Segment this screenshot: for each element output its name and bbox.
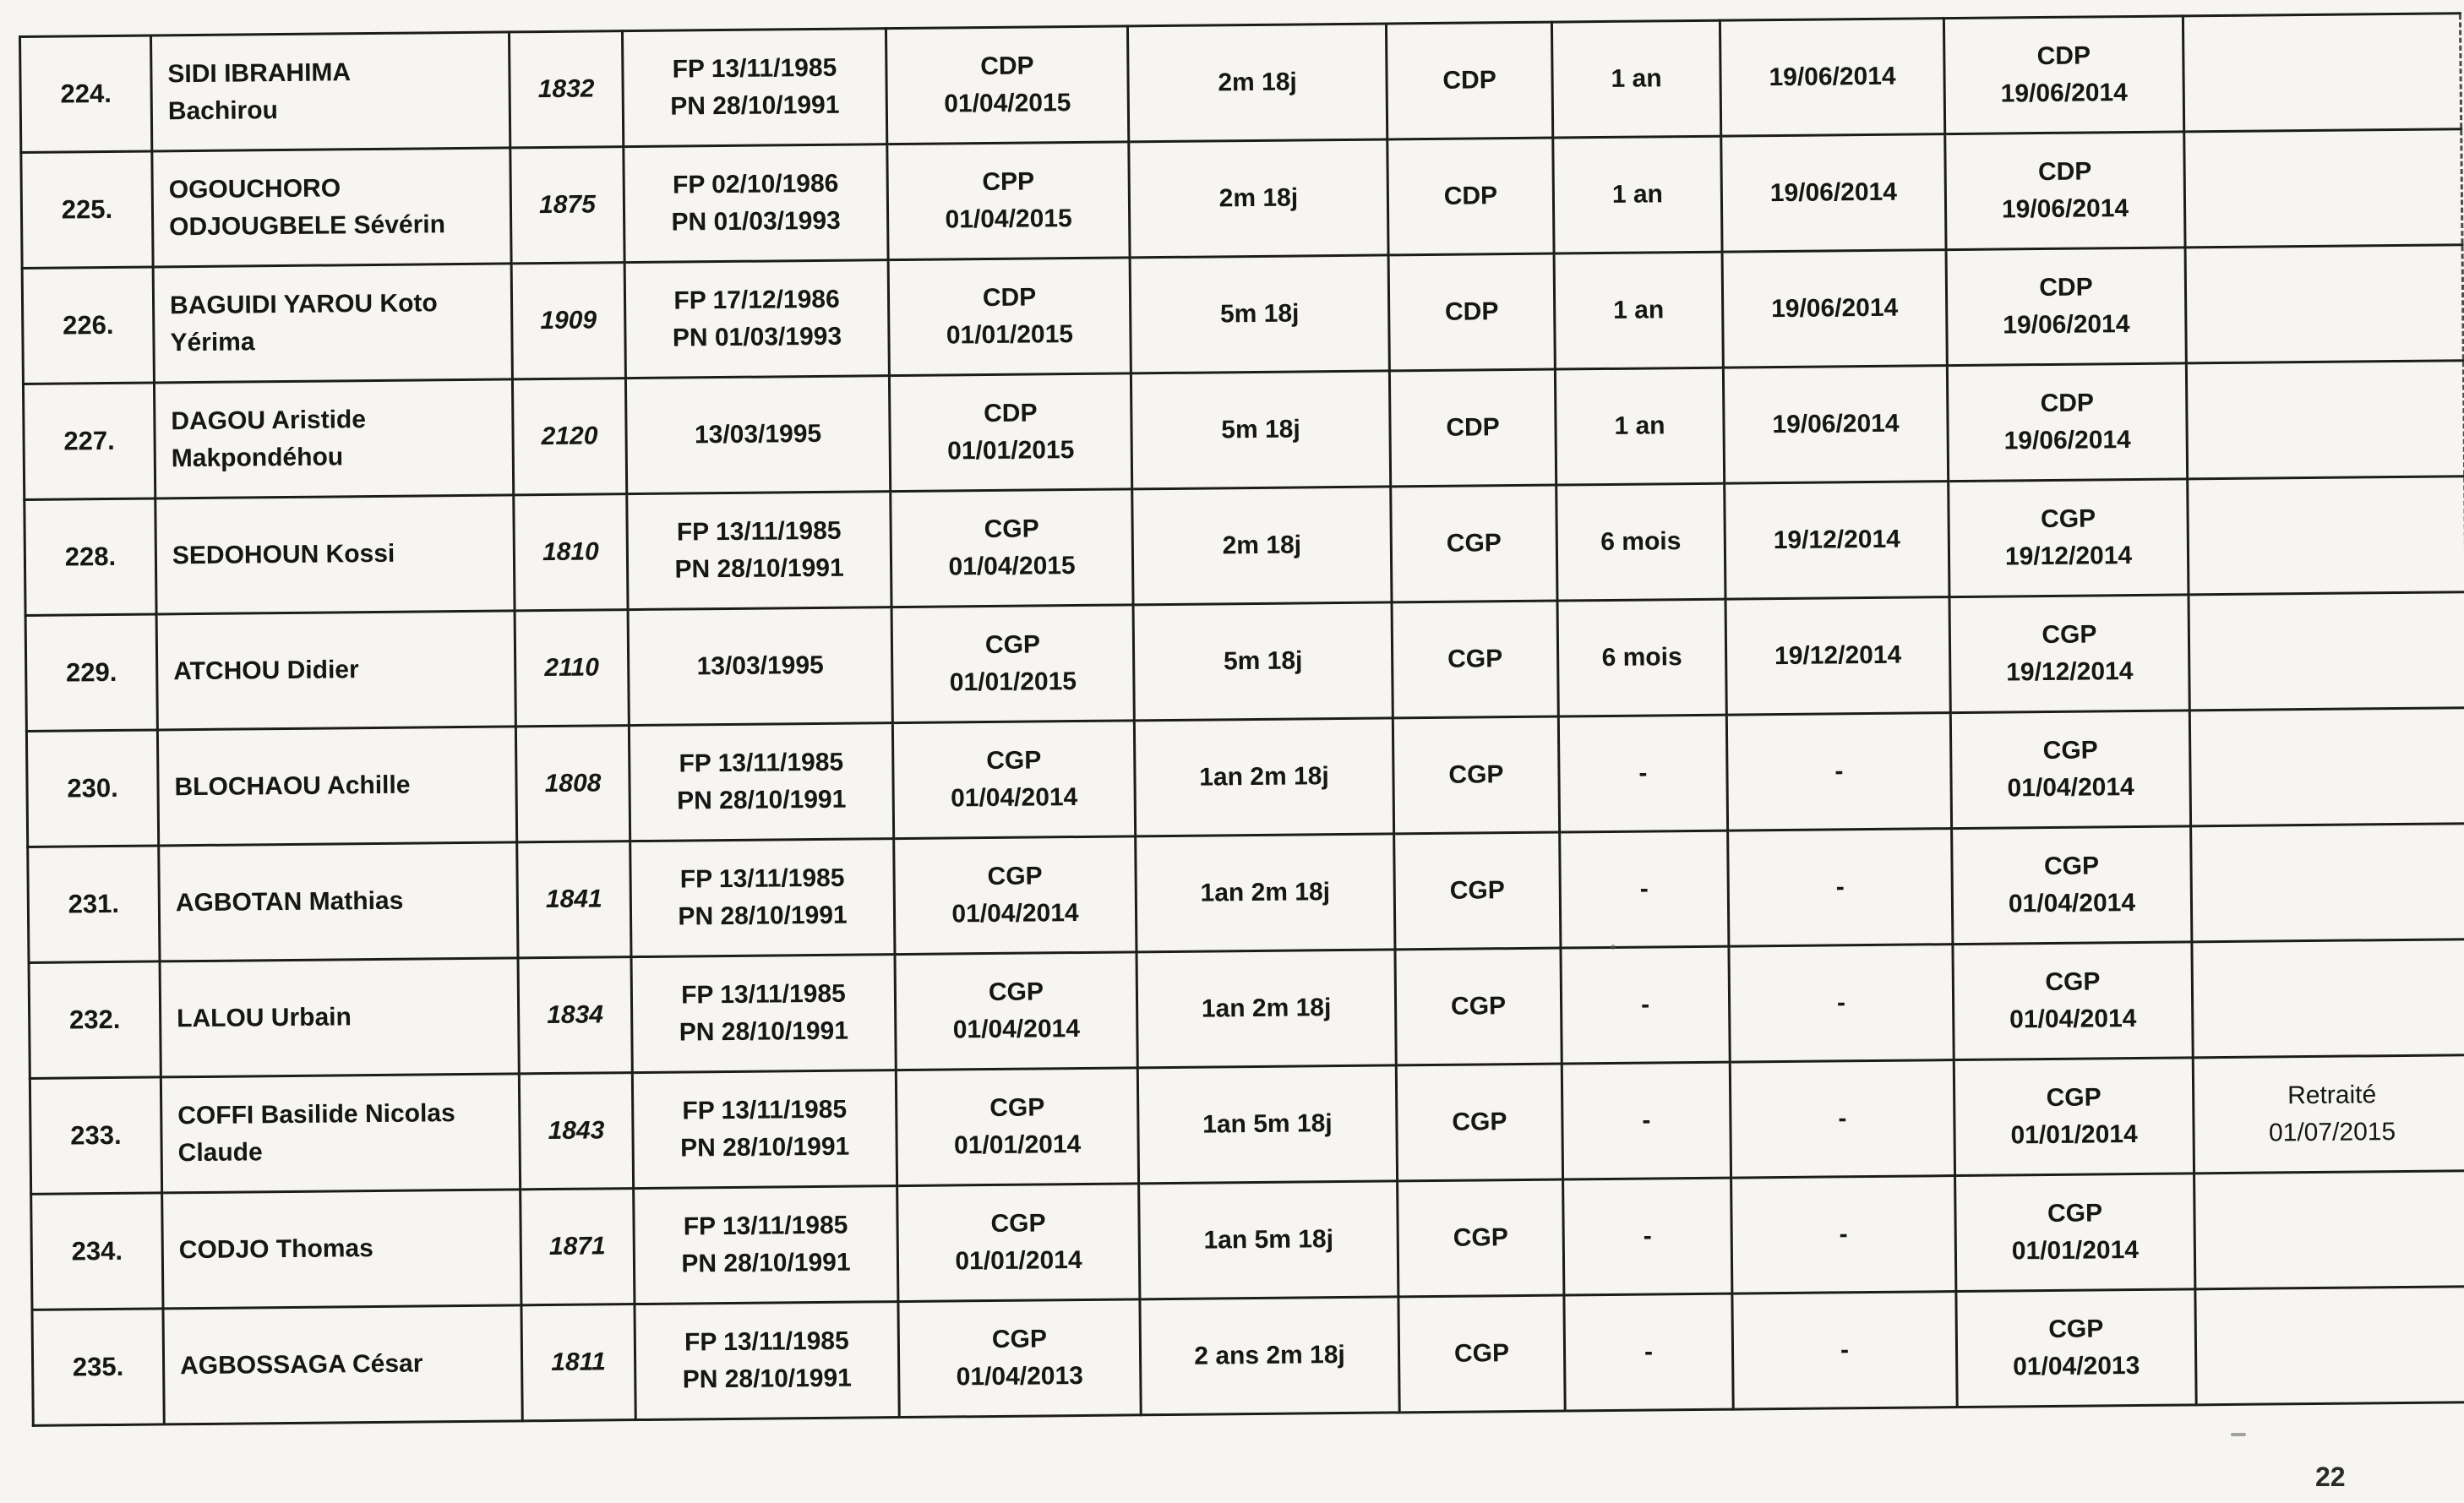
cell-seniority: - bbox=[1563, 1178, 1732, 1295]
cell-observations-line: Retraité bbox=[2287, 1081, 2377, 1110]
cell-name bbox=[160, 958, 519, 1077]
cell-number: 230. bbox=[26, 730, 158, 847]
cell-proposed-grade-line: 19/06/2014 bbox=[2003, 426, 2131, 455]
cell-seniority: 1 an bbox=[1554, 252, 1723, 369]
cell-observations bbox=[2192, 939, 2464, 1058]
cell-observations bbox=[2193, 1055, 2464, 1174]
cell-target-grade: CGP bbox=[1394, 832, 1561, 950]
cell-name-line: Bachirou bbox=[167, 96, 279, 126]
cell-observations bbox=[2195, 1287, 2464, 1405]
cell-current-grade-line: 01/04/2013 bbox=[956, 1361, 1084, 1391]
cell-current-grade-line: CDP bbox=[982, 283, 1037, 313]
cell-duration: 1an 5m 18j bbox=[1139, 1181, 1398, 1299]
cell-target-grade: CDP bbox=[1386, 22, 1552, 139]
cell-number: 235. bbox=[32, 1309, 164, 1425]
cell-proposed-grade bbox=[1952, 826, 2192, 945]
cell-name-line: BAGUIDI YAROU Koto bbox=[169, 289, 438, 320]
cell-name bbox=[154, 379, 513, 498]
cell-name bbox=[163, 1305, 522, 1424]
cell-name-line: AGBOTAN Mathias bbox=[175, 886, 404, 918]
scan-speck bbox=[2231, 1433, 2246, 1436]
cell-proposed-grade-line: CDP bbox=[2037, 157, 2092, 187]
cell-number: 228. bbox=[25, 498, 156, 615]
cell-name-line: BLOCHAOU Achille bbox=[174, 771, 411, 802]
cell-observations bbox=[2189, 592, 2464, 711]
cell-current-grade-line: 01/04/2015 bbox=[944, 89, 1071, 118]
cell-name-line: SIDI IBRAHIMA bbox=[167, 58, 352, 89]
cell-name bbox=[161, 1074, 520, 1193]
table-row bbox=[32, 1287, 2464, 1426]
cell-number: 227. bbox=[23, 383, 155, 499]
cell-seniority: 1 an bbox=[1551, 20, 1720, 138]
cell-name-line: SEDOHOUN Kossi bbox=[172, 539, 395, 570]
cell-proposed-grade bbox=[1949, 595, 2189, 713]
cell-matricule: 1843 bbox=[519, 1073, 633, 1190]
cell-name-line: ATCHOU Didier bbox=[173, 656, 359, 686]
cell-effective-date: 19/06/2014 bbox=[1720, 19, 1944, 137]
cell-number: 225. bbox=[21, 151, 153, 268]
cell-observations-line: 01/07/2015 bbox=[2268, 1118, 2396, 1147]
table-row bbox=[20, 14, 2461, 153]
cell-current-grade-line: 01/04/2015 bbox=[945, 204, 1072, 234]
cell-entry-dates-line: FP 13/11/1985 bbox=[680, 979, 846, 1010]
cell-proposed-grade-line: 01/01/2014 bbox=[2010, 1119, 2138, 1150]
cell-name-line: AGBOSSAGA César bbox=[179, 1349, 423, 1380]
cell-entry-dates bbox=[628, 607, 892, 726]
cell-entry-dates-line: FP 13/11/1985 bbox=[676, 516, 842, 547]
cell-effective-date: 19/12/2014 bbox=[1725, 482, 1949, 600]
cell-proposed-grade bbox=[1954, 1058, 2194, 1176]
cell-entry-dates-line: FP 13/11/1985 bbox=[684, 1326, 849, 1357]
cell-observations bbox=[2184, 129, 2462, 248]
cell-name-line: Yérima bbox=[170, 328, 255, 357]
cell-name-line: Claude bbox=[177, 1138, 263, 1168]
cell-current-grade-line: CPP bbox=[982, 167, 1035, 197]
cell-entry-dates bbox=[630, 839, 895, 957]
cell-effective-date: 19/06/2014 bbox=[1721, 134, 1946, 253]
cell-current-grade-line: CGP bbox=[986, 746, 1042, 776]
cell-proposed-grade-line: CDP bbox=[2039, 273, 2093, 302]
cell-matricule: 1808 bbox=[515, 726, 630, 842]
cell-current-grade-line: 01/01/2015 bbox=[949, 667, 1077, 697]
table-row bbox=[29, 939, 2464, 1079]
cell-entry-dates bbox=[631, 955, 896, 1073]
cell-current-grade bbox=[887, 142, 1130, 260]
cell-effective-date: - bbox=[1728, 829, 1953, 947]
cell-current-grade-line: CGP bbox=[987, 862, 1043, 891]
cell-current-grade-line: CGP bbox=[984, 515, 1039, 544]
cell-name bbox=[162, 1190, 521, 1309]
cell-entry-dates-line: FP 17/12/1986 bbox=[673, 285, 840, 315]
cell-entry-dates-line: 13/03/1995 bbox=[694, 419, 822, 449]
cell-name-line: CODJO Thomas bbox=[178, 1234, 374, 1265]
cell-name-line: Makpondéhou bbox=[171, 443, 344, 473]
cell-entry-dates-line: PN 28/10/1991 bbox=[674, 553, 844, 584]
cell-entry-dates bbox=[625, 376, 890, 494]
cell-proposed-grade-line: 01/04/2014 bbox=[2009, 1004, 2137, 1034]
cell-entry-dates-line: 13/03/1995 bbox=[696, 651, 824, 681]
cell-current-grade-line: CDP bbox=[980, 52, 1034, 81]
cell-proposed-grade-line: 01/04/2013 bbox=[2012, 1351, 2140, 1381]
cell-entry-dates bbox=[624, 144, 888, 263]
cell-duration: 2 ans 2m 18j bbox=[1140, 1297, 1399, 1415]
cell-proposed-grade-line: 01/04/2014 bbox=[2008, 889, 2136, 918]
cell-proposed-grade-line: CGP bbox=[2047, 1199, 2103, 1228]
cell-matricule: 1811 bbox=[521, 1304, 635, 1421]
cell-proposed-grade-line: CDP bbox=[2040, 389, 2095, 418]
cell-matricule: 1909 bbox=[511, 263, 625, 379]
cell-proposed-grade-line: CGP bbox=[2045, 967, 2101, 997]
cell-proposed-grade-line: 19/06/2014 bbox=[2003, 310, 2130, 340]
cell-seniority: - bbox=[1561, 946, 1730, 1064]
cell-duration: 1an 2m 18j bbox=[1137, 950, 1396, 1068]
cell-entry-dates-line: PN 01/03/1993 bbox=[672, 322, 842, 352]
cell-matricule: 1810 bbox=[514, 494, 628, 611]
cell-number: 232. bbox=[29, 961, 161, 1078]
cell-proposed-grade-line: CGP bbox=[2042, 620, 2097, 650]
cell-name bbox=[159, 842, 518, 961]
cell-proposed-grade-line: CDP bbox=[2036, 41, 2091, 71]
cell-current-grade bbox=[894, 836, 1137, 955]
cell-current-grade-line: CGP bbox=[989, 1093, 1045, 1123]
cell-proposed-grade-line: 01/01/2014 bbox=[2011, 1235, 2140, 1266]
cell-current-grade-line: 01/01/2014 bbox=[955, 1245, 1082, 1276]
cell-observations bbox=[2185, 245, 2463, 363]
cell-entry-dates-line: PN 01/03/1993 bbox=[671, 206, 841, 237]
table-row bbox=[25, 592, 2464, 732]
cell-number: 234. bbox=[31, 1193, 163, 1310]
cell-entry-dates bbox=[624, 260, 889, 378]
cell-matricule: 2110 bbox=[515, 610, 629, 727]
cell-observations bbox=[2191, 824, 2464, 942]
cell-effective-date: - bbox=[1729, 945, 1954, 1063]
cell-seniority: 6 mois bbox=[1557, 599, 1726, 716]
cell-duration: 5m 18j bbox=[1133, 602, 1393, 721]
cell-proposed-grade-line: 19/12/2014 bbox=[2004, 542, 2133, 571]
cell-current-grade-line: 01/04/2014 bbox=[951, 899, 1079, 928]
cell-current-grade bbox=[891, 489, 1133, 607]
cell-observations bbox=[2183, 14, 2461, 132]
cell-matricule: 2120 bbox=[512, 378, 626, 495]
cell-name bbox=[156, 611, 515, 730]
cell-proposed-grade-line: CGP bbox=[2046, 1083, 2101, 1113]
cell-name bbox=[151, 32, 510, 151]
cell-effective-date: 19/12/2014 bbox=[1725, 597, 1950, 716]
cell-target-grade: CGP bbox=[1395, 948, 1562, 1065]
cell-name bbox=[152, 148, 511, 267]
cell-entry-dates-line: PN 28/10/1991 bbox=[679, 1132, 850, 1163]
cell-current-grade-line: 01/04/2014 bbox=[950, 783, 1078, 813]
table-row bbox=[23, 361, 2464, 500]
cell-entry-dates-line: FP 13/11/1985 bbox=[679, 748, 844, 778]
cell-duration: 2m 18j bbox=[1127, 24, 1387, 142]
cell-current-grade bbox=[888, 258, 1131, 376]
cell-entry-dates-line: FP 13/11/1985 bbox=[683, 1211, 848, 1241]
cell-current-grade bbox=[891, 605, 1134, 723]
cell-current-grade-line: CGP bbox=[991, 1325, 1048, 1354]
cell-observations bbox=[2186, 361, 2464, 479]
cell-target-grade: CGP bbox=[1391, 485, 1557, 602]
cell-number: 229. bbox=[25, 614, 157, 731]
cell-current-grade-line: 01/04/2015 bbox=[948, 552, 1076, 581]
cell-current-grade-line: 01/01/2015 bbox=[946, 320, 1074, 350]
cell-entry-dates bbox=[627, 492, 891, 610]
cell-name-line: DAGOU Aristide bbox=[171, 406, 367, 436]
cell-name-line: ODJOUGBELE Sévérin bbox=[169, 210, 446, 242]
cell-entry-dates-line: PN 28/10/1991 bbox=[670, 90, 840, 121]
cell-proposed-grade-line: CGP bbox=[2048, 1315, 2104, 1344]
cell-effective-date: - bbox=[1732, 1292, 1957, 1410]
cell-duration: 1an 5m 18j bbox=[1137, 1065, 1397, 1184]
cell-observations bbox=[2194, 1171, 2464, 1289]
cell-current-grade-line: CGP bbox=[984, 630, 1041, 660]
cell-duration: 2m 18j bbox=[1129, 139, 1388, 258]
cell-proposed-grade-line: CGP bbox=[2043, 852, 2100, 881]
cell-effective-date: 19/06/2014 bbox=[1723, 366, 1948, 484]
cell-proposed-grade bbox=[1943, 16, 2183, 134]
cell-proposed-grade bbox=[1955, 1174, 2195, 1292]
cell-current-grade bbox=[892, 721, 1135, 839]
cell-seniority: - bbox=[1562, 1062, 1731, 1179]
cell-target-grade: CGP bbox=[1398, 1179, 1564, 1297]
cell-duration: 5m 18j bbox=[1130, 255, 1389, 373]
cell-proposed-grade bbox=[1949, 479, 2189, 597]
cell-current-grade-line: 01/01/2014 bbox=[953, 1130, 1082, 1160]
cell-name bbox=[157, 727, 516, 846]
cell-target-grade: CGP bbox=[1393, 716, 1559, 834]
cell-entry-dates bbox=[634, 1186, 898, 1304]
cell-matricule: 1871 bbox=[521, 1189, 635, 1305]
cell-proposed-grade bbox=[1953, 942, 2193, 1060]
cell-entry-dates-line: PN 28/10/1991 bbox=[676, 785, 847, 815]
cell-seniority: 1 an bbox=[1553, 136, 1722, 253]
cell-current-grade bbox=[895, 952, 1137, 1070]
cell-target-grade: CDP bbox=[1388, 253, 1555, 371]
cell-target-grade: CGP bbox=[1396, 1064, 1562, 1181]
cell-current-grade bbox=[897, 1184, 1140, 1302]
table-row bbox=[26, 708, 2464, 847]
cell-current-grade-line: CDP bbox=[984, 399, 1038, 428]
cell-entry-dates-line: FP 13/11/1985 bbox=[672, 53, 837, 84]
table-row bbox=[30, 1055, 2464, 1195]
cell-current-grade bbox=[886, 26, 1128, 144]
cell-entry-dates bbox=[632, 1070, 897, 1189]
cell-matricule: 1832 bbox=[509, 31, 623, 148]
cell-matricule: 1841 bbox=[517, 841, 631, 958]
cell-name-line: OGOUCHORO bbox=[168, 174, 341, 204]
cell-entry-dates bbox=[635, 1302, 899, 1420]
table-row bbox=[21, 129, 2462, 269]
cell-target-grade: CGP bbox=[1392, 601, 1558, 718]
cell-proposed-grade-line: 19/12/2014 bbox=[2006, 657, 2134, 687]
scan-speck bbox=[1611, 945, 1616, 950]
cell-proposed-grade-line: 19/06/2014 bbox=[2001, 194, 2129, 224]
table-row bbox=[25, 476, 2464, 616]
cell-entry-dates-line: FP 02/10/1986 bbox=[672, 169, 839, 199]
cell-proposed-grade-line: 01/04/2014 bbox=[2007, 773, 2134, 803]
cell-target-grade: CGP bbox=[1398, 1295, 1565, 1413]
cell-proposed-grade bbox=[1950, 711, 2190, 829]
page-number: 22 bbox=[2315, 1462, 2346, 1492]
cell-current-grade bbox=[889, 373, 1131, 492]
cell-matricule: 1834 bbox=[518, 957, 632, 1074]
cell-entry-dates-line: FP 13/11/1985 bbox=[679, 863, 845, 894]
cell-number: 226. bbox=[22, 267, 154, 384]
cell-entry-dates-line: PN 28/10/1991 bbox=[682, 1364, 853, 1394]
cell-current-grade-line: 01/04/2014 bbox=[952, 1014, 1081, 1044]
cell-entry-dates-line: PN 28/10/1991 bbox=[678, 901, 848, 931]
cell-effective-date: - bbox=[1726, 713, 1951, 831]
cell-duration: 1an 2m 18j bbox=[1134, 718, 1393, 836]
table-row bbox=[22, 245, 2463, 384]
cell-number: 231. bbox=[28, 846, 160, 962]
cell-proposed-grade bbox=[1947, 363, 2187, 482]
cell-name bbox=[155, 495, 515, 614]
cell-proposed-grade bbox=[1945, 132, 2185, 250]
cell-current-grade bbox=[898, 1299, 1141, 1418]
cell-current-grade-line: 01/01/2015 bbox=[947, 436, 1075, 466]
cell-target-grade: CDP bbox=[1389, 369, 1556, 487]
cell-observations bbox=[2189, 708, 2464, 826]
cell-number: 224. bbox=[20, 35, 152, 152]
cell-seniority: - bbox=[1560, 830, 1729, 948]
cell-entry-dates bbox=[629, 723, 893, 841]
table-body bbox=[20, 14, 2464, 1426]
cell-target-grade: CDP bbox=[1387, 138, 1554, 255]
cell-current-grade-line: CGP bbox=[988, 977, 1044, 1007]
cell-proposed-grade-line: 19/06/2014 bbox=[2000, 79, 2128, 108]
cell-effective-date: - bbox=[1731, 1176, 1956, 1294]
cell-name bbox=[153, 264, 512, 383]
cell-matricule: 1875 bbox=[510, 147, 624, 264]
cell-observations bbox=[2188, 476, 2464, 595]
table-row bbox=[31, 1171, 2464, 1310]
personnel-table bbox=[19, 12, 2464, 1427]
cell-proposed-grade bbox=[1946, 248, 2186, 366]
cell-name-line: LALOU Urbain bbox=[177, 1003, 352, 1033]
cell-current-grade-line: CGP bbox=[990, 1209, 1046, 1239]
cell-seniority: - bbox=[1558, 715, 1727, 832]
cell-name-line: COFFI Basilide Nicolas bbox=[177, 1099, 455, 1130]
cell-proposed-grade-line: CGP bbox=[2040, 504, 2096, 534]
cell-effective-date: - bbox=[1730, 1060, 1954, 1179]
cell-proposed-grade bbox=[1956, 1289, 2196, 1408]
cell-entry-dates-line: PN 28/10/1991 bbox=[681, 1248, 851, 1278]
cell-duration: 5m 18j bbox=[1131, 371, 1390, 489]
cell-seniority: 1 an bbox=[1555, 368, 1724, 485]
cell-current-grade bbox=[896, 1068, 1138, 1186]
cell-entry-dates-line: FP 13/11/1985 bbox=[682, 1095, 848, 1125]
cell-duration: 1an 2m 18j bbox=[1136, 834, 1395, 952]
cell-proposed-grade-line: CGP bbox=[2042, 736, 2098, 765]
cell-entry-dates bbox=[622, 29, 886, 147]
cell-entry-dates-line: PN 28/10/1991 bbox=[679, 1016, 849, 1047]
cell-effective-date: 19/06/2014 bbox=[1722, 250, 1947, 368]
cell-duration: 2m 18j bbox=[1132, 487, 1392, 605]
table-row bbox=[28, 824, 2464, 963]
cell-seniority: - bbox=[1564, 1293, 1733, 1411]
cell-seniority: 6 mois bbox=[1556, 483, 1725, 601]
cell-number: 233. bbox=[30, 1077, 161, 1194]
